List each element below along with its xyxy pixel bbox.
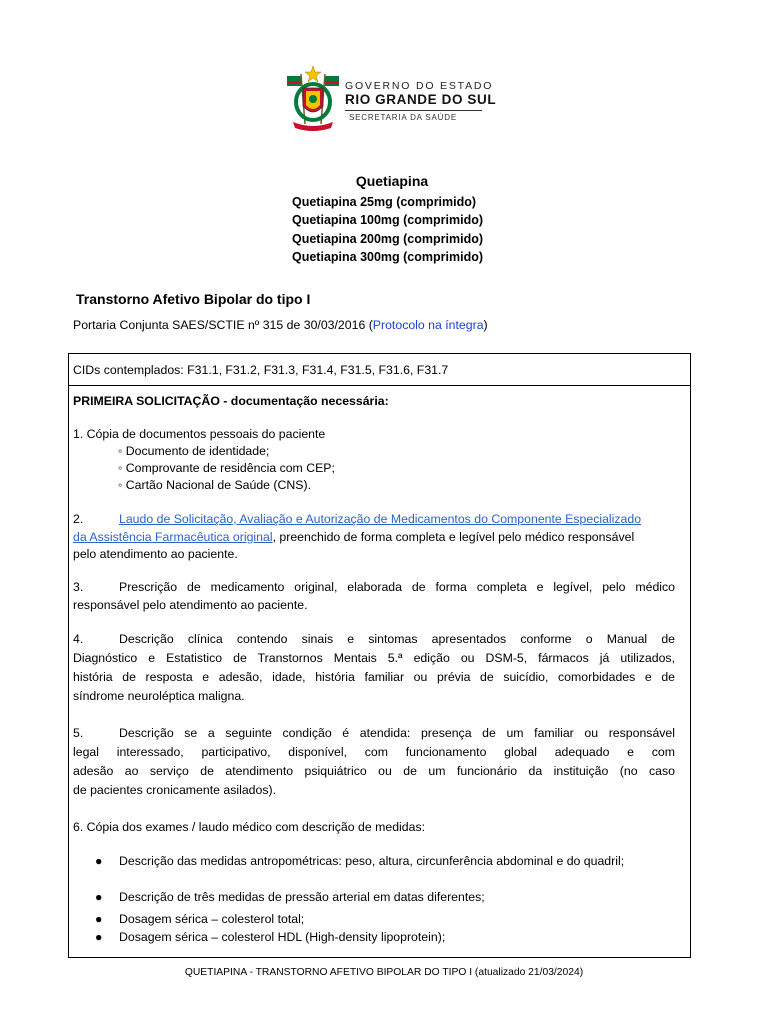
cid-list: CIDs contemplados: F31.1, F31.2, F31.3, F31.4, F31.5, F31.6, F31.7 xyxy=(73,363,449,377)
exam-text: Descrição de três medidas de pressão arterial em datas diferentes; xyxy=(119,890,485,904)
bullet-icon: ● xyxy=(95,912,103,926)
item-5-line-2: legal interessado, participativo, disponível, com funcionamento global adequado e com xyxy=(73,745,675,759)
item-5-line-4: de pacientes cronicamente asilados). xyxy=(73,783,277,797)
item-1-sub: ◦ Cartão Nacional de Saúde (CNS). xyxy=(118,478,312,492)
bullet-icon: ● xyxy=(95,890,103,904)
item-3-line-2: responsável pelo atendimento ao paciente. xyxy=(73,598,308,612)
item-4-line-1 xyxy=(73,630,675,648)
state-coat-of-arms-icon xyxy=(283,64,343,134)
exam-bullet xyxy=(95,929,675,947)
item-5-number: 5. xyxy=(73,726,84,740)
item-2-line-1 xyxy=(73,510,641,528)
exam-text: Dosagem sérica – colesterol total; xyxy=(119,912,305,926)
exam-text: Descrição das medidas antropométricas: peso, altura, circunferência abdominal e do quadril; xyxy=(119,854,625,868)
header-line-1: GOVERNO DO ESTADO xyxy=(345,80,494,92)
portaria-close: ) xyxy=(483,318,488,332)
presentation-list xyxy=(292,193,483,266)
item-3-line-1 xyxy=(73,578,675,596)
item-5-line-3: adesão ao serviço de atendimento psiquiátrico ou de um funcionário da instituição (no caso xyxy=(73,764,675,778)
item-4-line-4: síndrome neuroléptica maligna. xyxy=(73,689,245,703)
item-1-sub: ◦ Documento de identidade; xyxy=(118,444,270,458)
exam-bullet xyxy=(95,911,675,929)
item-1: 1. Cópia de documentos pessoais do paciente xyxy=(73,427,326,441)
exam-bullet xyxy=(95,853,675,871)
cid-row xyxy=(69,354,690,386)
header-line-2: RIO GRANDE DO SUL xyxy=(345,92,497,107)
presentation-item: Quetiapina 100mg (comprimido) xyxy=(292,213,484,228)
bullet-icon: ● xyxy=(95,930,103,944)
item-4-text: Descrição clínica contendo sinais e sintomas apresentados conforme o Manual de xyxy=(119,632,675,646)
item-3-text: Prescrição de medicamento original, elaborada de forma completa e legível, pelo médico xyxy=(119,580,675,594)
presentation-item: Quetiapina 200mg (comprimido) xyxy=(292,231,484,246)
item-4-line-3: história de resposta e adesão, idade, história familiar ou prévia de suicídio, comorbidades e de xyxy=(73,670,675,684)
bullet-icon: ● xyxy=(95,854,103,868)
item-4-line-2: Diagnóstico e Estatistico de Transtornos Mentais 5.ª edição ou DSM-5, fármacos já utilizados, xyxy=(73,651,675,665)
protocol-link[interactable]: Protocolo na íntegra xyxy=(372,318,484,332)
laudo-link[interactable]: Laudo de Solicitação, Avaliação e Autorização de Medicamentos do Componente Especializado xyxy=(119,512,642,526)
header-divider xyxy=(345,110,482,111)
condition-heading: Transtorno Afetivo Bipolar do tipo I xyxy=(76,291,311,307)
item-2-number: 2. xyxy=(73,512,84,526)
government-logo xyxy=(283,64,497,134)
item-5-text: Descrição se a seguinte condição é atendida: presença de um familiar ou responsável xyxy=(119,726,675,740)
exam-bullet xyxy=(95,889,675,907)
drug-title: Quetiapina xyxy=(355,173,429,189)
item-5-line-1 xyxy=(73,724,675,742)
item-2-rest: , preenchido de forma completa e legível pelo médico responsável xyxy=(272,530,635,544)
item-1-sub: ◦ Comprovante de residência com CEP; xyxy=(118,461,335,475)
exam-text: Dosagem sérica – colesterol HDL (High-density lipoprotein); xyxy=(119,930,446,944)
header-line-3: SECRETARIA DA SAÚDE xyxy=(349,113,457,122)
presentation-item: Quetiapina 300mg (comprimido) xyxy=(292,249,484,264)
presentation-item: Quetiapina 25mg (comprimido) xyxy=(292,195,477,209)
item-2-line-3: pelo atendimento ao paciente. xyxy=(73,547,238,561)
portaria-text: Portaria Conjunta SAES/SCTIE nº 315 de 30/03/2016 ( xyxy=(73,318,373,332)
item-3-number: 3. xyxy=(73,580,84,594)
first-request-heading: PRIMEIRA SOLICITAÇÃO - documentação necessária: xyxy=(73,394,389,408)
item-4-number: 4. xyxy=(73,632,84,646)
item-2-line-2 xyxy=(73,528,634,546)
page-footer: QUETIAPINA - TRANSTORNO AFETIVO BIPOLAR DO TIPO I (atualizado 21/03/2024) xyxy=(184,967,584,978)
portaria-line xyxy=(73,318,488,332)
item-6: 6. Cópia dos exames / laudo médico com descrição de medidas: xyxy=(73,820,426,834)
laudo-link-cont[interactable]: da Assistência Farmacêutica original xyxy=(73,530,273,544)
